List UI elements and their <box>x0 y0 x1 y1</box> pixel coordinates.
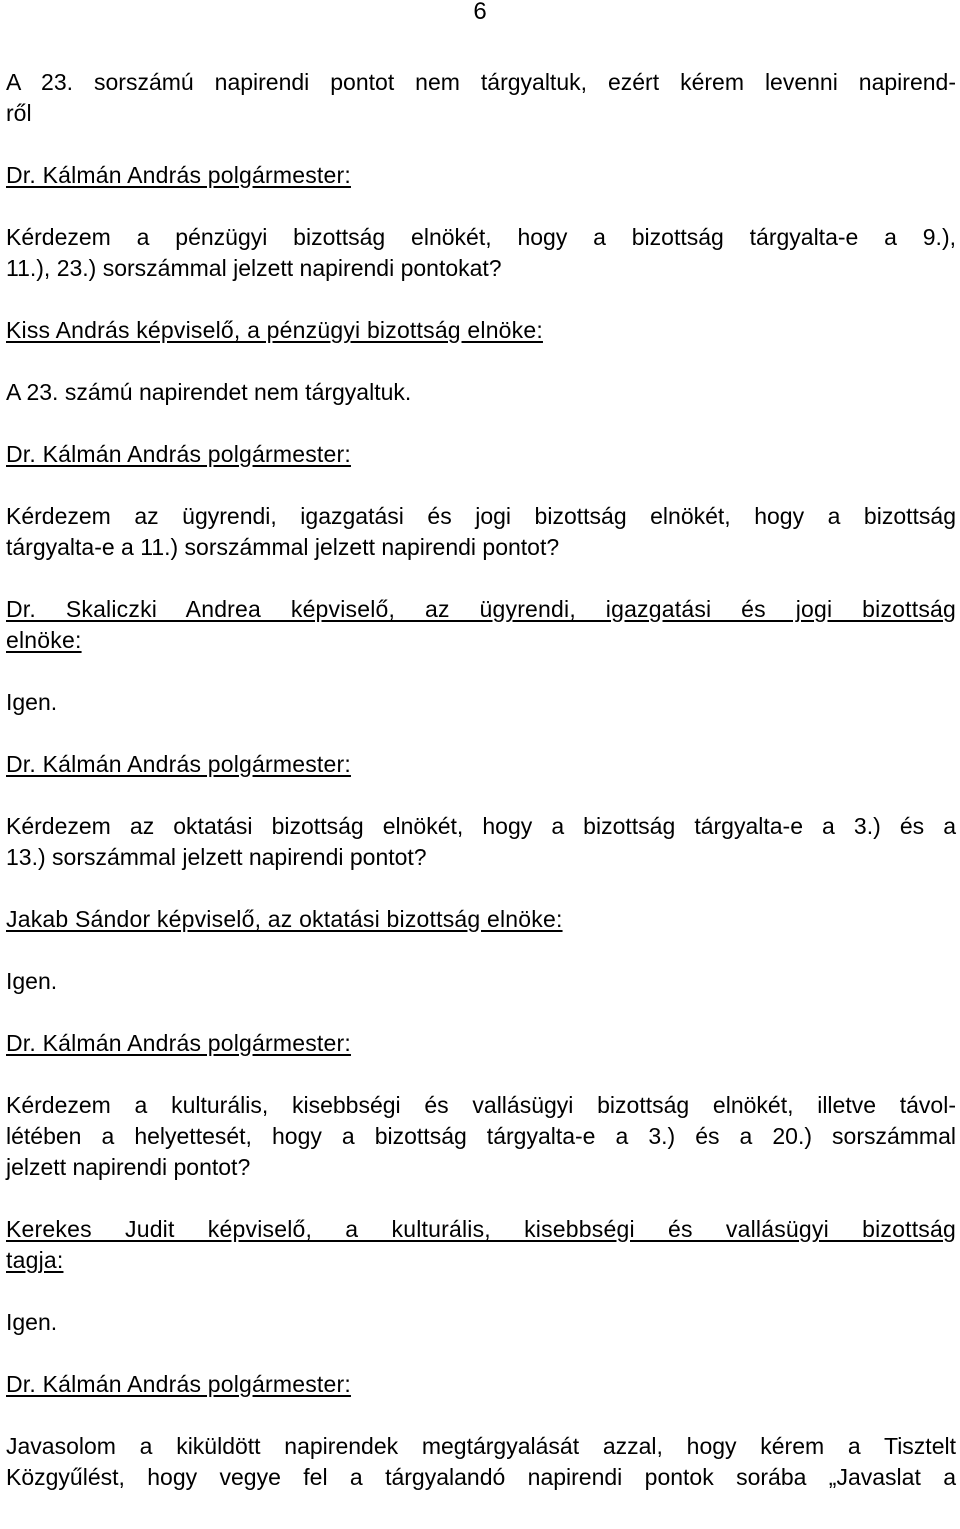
page-number: 6 <box>473 0 487 25</box>
speaker-heading: Dr. Kálmán András polgármester: <box>6 1030 351 1056</box>
paragraph-line: Kérdezem az ügyrendi, igazgatási és jogi bizottság elnökét, hogy a bizottság <box>6 503 956 529</box>
speaker-heading: tagja: <box>6 1247 64 1273</box>
paragraph-line: Kérdezem a pénzügyi bizottság elnökét, hogy a bizottság tárgyalta-e a 9.), <box>6 224 956 250</box>
paragraph-line: Javasolom a kiküldött napirendek megtárgyalását azzal, hogy kérem a Tisztelt <box>6 1433 956 1459</box>
speaker-heading: Dr. Kálmán András polgármester: <box>6 441 351 467</box>
speaker-heading: Dr. Skaliczki Andrea képviselő, az ügyrendi, igazgatási és jogi bizottság <box>6 596 956 622</box>
paragraph-line: Igen. <box>6 968 58 994</box>
speaker-heading: Kiss András képviselő, a pénzügyi bizottság elnöke: <box>6 317 543 343</box>
paragraph-line: Igen. <box>6 1309 58 1335</box>
paragraph-line: Közgyűlést, hogy vegye fel a tárgyalandó napirendi pontok sorába „Javaslat a <box>6 1464 956 1490</box>
paragraph-line: létében a helyettesét, hogy a bizottság tárgyalta-e a 3.) és a 20.) sorszámmal <box>6 1123 956 1149</box>
paragraph-line: 13.) sorszámmal jelzett napirendi pontot? <box>6 844 427 870</box>
paragraph-line: 11.), 23.) sorszámmal jelzett napirendi pontokat? <box>6 255 502 281</box>
paragraph-line: ről <box>6 100 32 126</box>
speaker-heading: Dr. Kálmán András polgármester: <box>6 751 351 777</box>
paragraph-line: tárgyalta-e a 11.) sorszámmal jelzett napirendi pontot? <box>6 534 560 560</box>
document-body <box>6 67 956 1493</box>
paragraph-line: Igen. <box>6 689 58 715</box>
speaker-heading: Jakab Sándor képviselő, az oktatási bizottság elnöke: <box>6 906 563 932</box>
paragraph-line: A 23. sorszámú napirendi pontot nem tárgyaltuk, ezért kérem levenni napirend- <box>6 69 956 95</box>
paragraph-line: jelzett napirendi pontot? <box>6 1154 251 1180</box>
speaker-heading: Dr. Kálmán András polgármester: <box>6 162 351 188</box>
speaker-heading: elnöke: <box>6 627 82 653</box>
paragraph-line: A 23. számú napirendet nem tárgyaltuk. <box>6 379 412 405</box>
paragraph-line: Kérdezem az oktatási bizottság elnökét, hogy a bizottság tárgyalta-e a 3.) és a <box>6 813 956 839</box>
speaker-heading: Dr. Kálmán András polgármester: <box>6 1371 351 1397</box>
speaker-heading: Kerekes Judit képviselő, a kulturális, kisebbségi és vallásügyi bizottság <box>6 1216 956 1242</box>
paragraph-line: Kérdezem a kulturális, kisebbségi és vallásügyi bizottság elnökét, illetve távol- <box>6 1092 956 1118</box>
